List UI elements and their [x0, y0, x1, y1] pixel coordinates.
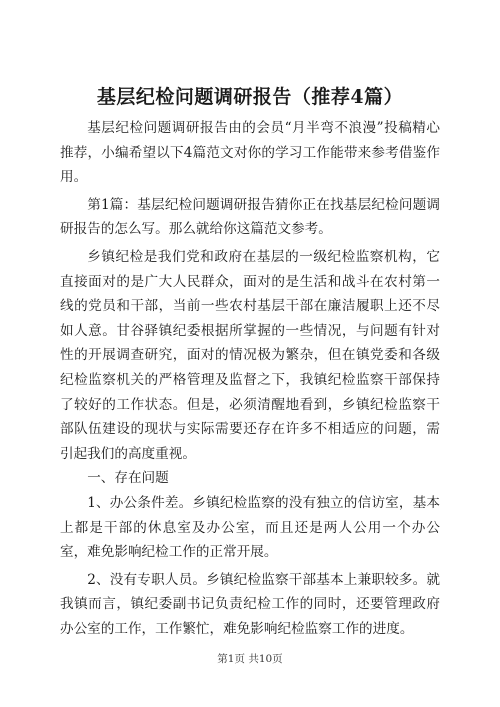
- page-number-footer: 第1页 共10页: [217, 653, 283, 665]
- list-item-paragraph: 1、办公条件差。乡镇纪检监察的没有独立的信访室，基本上都是干部的休息室及办公室，而且还是两人公用一个办公室，难免影响纪检工作的正常开展。: [60, 494, 440, 561]
- document-body: [60, 116, 440, 641]
- body-paragraph: 乡镇纪检是我们党和政府在基层的一级纪检监察机构，它直接面对的是广大人民群众，面对的是生活和战斗在农村第一线的党员和干部，当前一些农村基层干部在廉洁履职上还不尽如人意。甘谷驿镇纪委根据所掌握的一些情况，与问题有针对性的开展调查研究，面对的情况极为繁杂，但在镇党委和各级纪检监察机关的严格管理及监督之下，我镇纪检监察干部保持了较好的工作状态。但是，必须清醒地看到，乡镇纪检监察干部队伍建设的现状与实际需要还存在许多不相适应的问题，需引起我们的高度重视。: [60, 248, 440, 462]
- document-title: 基层纪检问题调研报告（推荐4篇）: [96, 86, 404, 108]
- section-heading: 一、存在问题: [87, 470, 169, 487]
- intro-paragraph: 基层纪检问题调研报告由的会员“月半弯不浪漫”投稿精心推荐，小编希望以下4篇范文对你的学习工作能带来参考借鉴作用。: [60, 120, 440, 186]
- list-item-paragraph: 2、没有专职人员。乡镇纪检监察干部基本上兼职较多。就我镇而言，镇纪委副书记负责纪检工作的同时，还要管理政府办公室的工作，工作繁忙，难免影响纪检监察工作的进度。: [60, 571, 440, 637]
- article-heading-paragraph: 第1篇：基层纪检问题调研报告猜你正在找基层纪检问题调研报告的怎么写。那么就给你这篇范文参考。: [60, 196, 440, 238]
